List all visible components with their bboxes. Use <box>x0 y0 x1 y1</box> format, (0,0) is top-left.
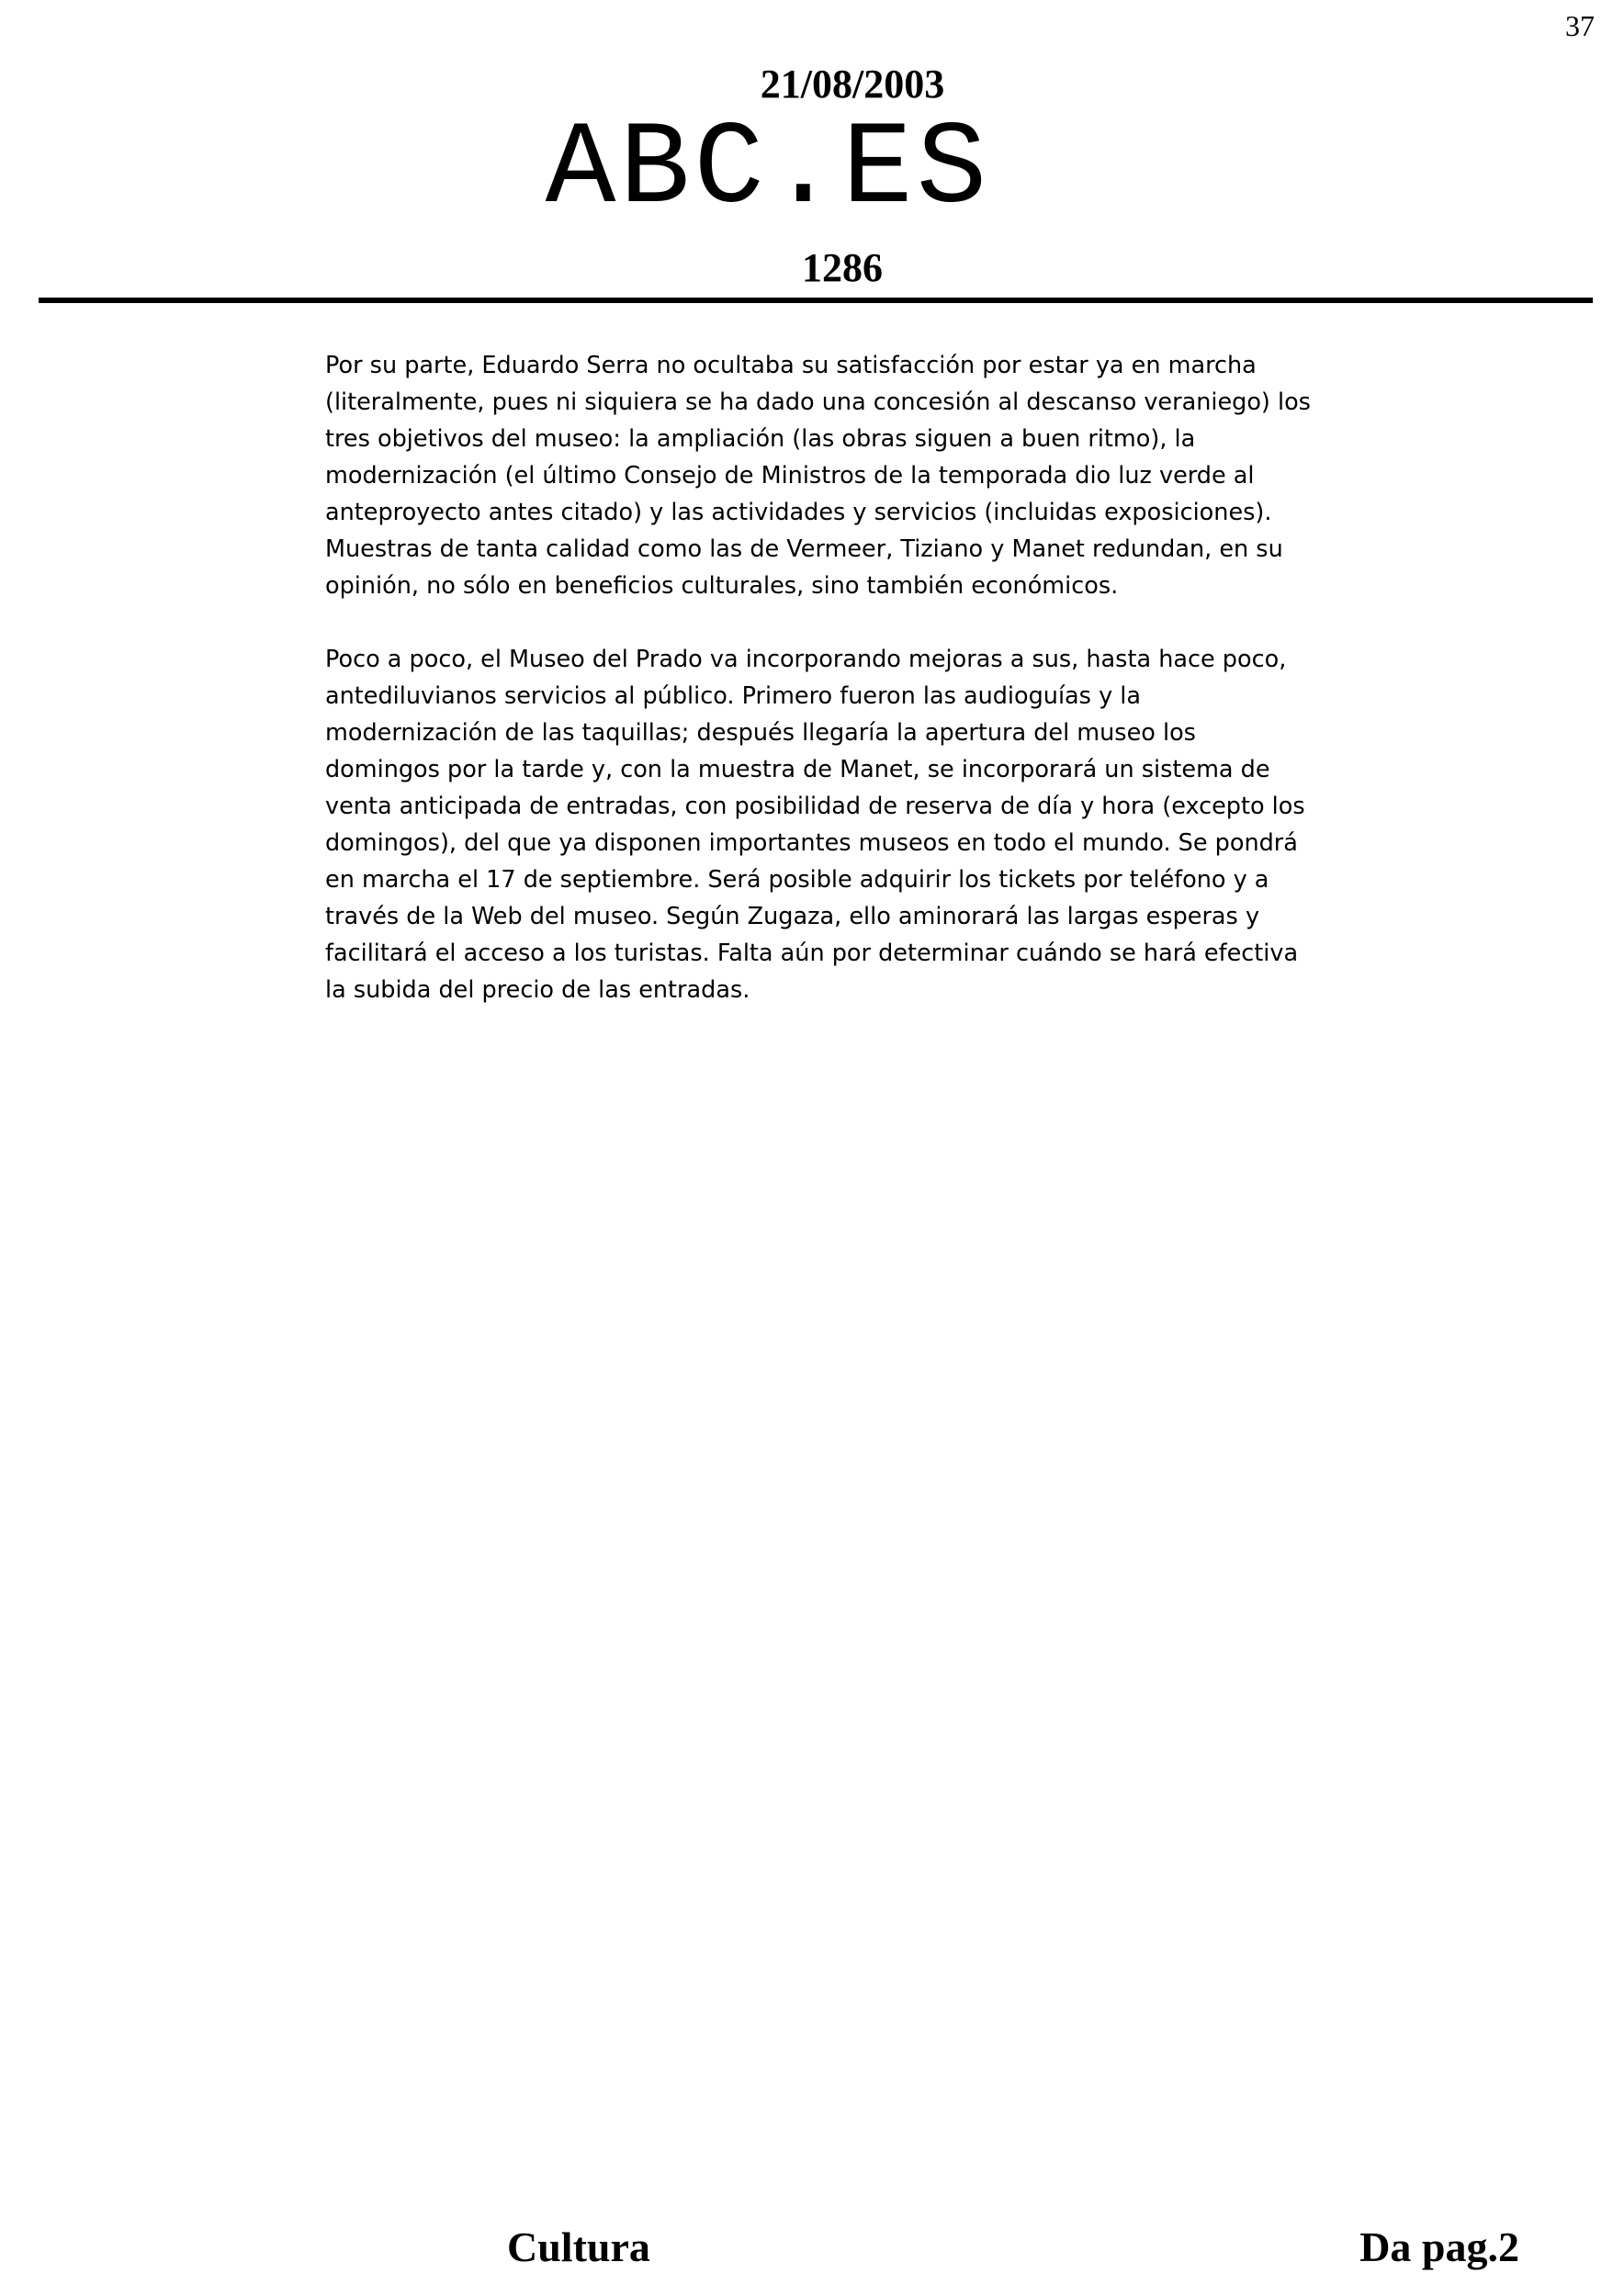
page-number: 37 <box>1565 9 1595 42</box>
article-paragraph: Por su parte, Eduardo Serra no ocultaba su satisfacción por estar ya en marcha (literalmente, pues ni siquiera se ha dado una concesión al descanso veraniego) los tres objetivos del museo: la ampliación (las obras siguen a buen ritmo), la modernización (el último Consejo de Ministros de la temporada dio luz verde al anteproyecto antes citado) y las actividades y servicios (incluidas exposiciones). Muestras de tanta calidad como las de Vermeer, Tiziano y Manet redundan, en su opinión, no sólo en beneficios culturales, sino también económicos. <box>325 352 1311 600</box>
article-body <box>325 347 1317 1045</box>
issue-number: 1286 <box>802 245 883 290</box>
publication-date: 21/08/2003 <box>760 62 945 107</box>
source-page-label: Da pag.2 <box>1359 2223 1519 2270</box>
article-paragraph: Poco a poco, el Museo del Prado va incorporando mejoras a sus, hasta hace poco, antediluvianos servicios al público. Primero fueron las audioguías y la modernización de las taquillas; después llegaría la apertura del museo los domingos por la tarde y, con la muestra de Manet, se incorporará un sistema de venta anticipada de entradas, con posibilidad de reserva de día y hora (excepto los domingos), del que ya disponen importantes museos en todo el mundo. Se pondrá en marcha el 17 de septiembre. Será posible adquirir los tickets por teléfono y a través de la Web del museo. Según Zugaza, ello aminorará las largas esperas y facilitará el acceso a los turistas. Falta aún por determinar cuándo se hará efectiva la subida del precio de las entradas. <box>325 646 1305 1004</box>
header-divider <box>39 298 1593 303</box>
masthead-logo: ABC.ES <box>545 104 991 237</box>
section-label: Cultura <box>507 2223 650 2270</box>
